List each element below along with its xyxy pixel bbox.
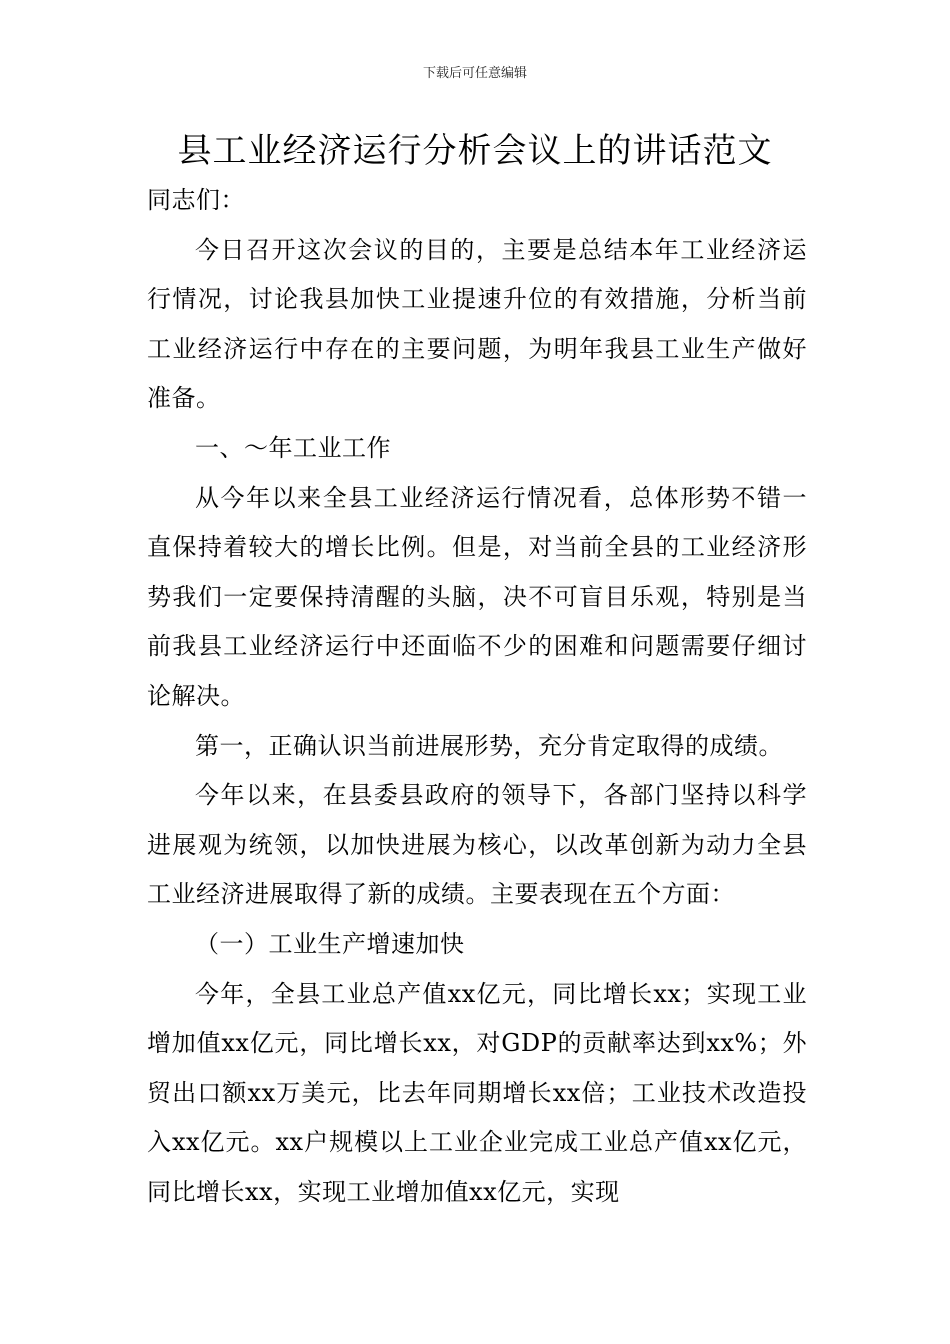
section-1-overview-paragraph: 从今年以来全县工业经济运行情况看，总体形势不错一直保持着较大的增长比例。但是，对当前全县的工业经济形势我们一定要保持清醒的头脑，决不可盲目乐观，特别是当前我县工业经济运行中还面临不少的困难和问题需要仔细讨论解决。	[147, 483, 807, 710]
intro-paragraph: 今日召开这次会议的目的，主要是总结本年工业经济运行情况，讨论我县加快工业提速升位的有效措施，分析当前工业经济运行中存在的主要问题，为明年我县工业生产做好准备。	[147, 235, 807, 413]
first-point-paragraph: 第一，正确认识当前进展形势，充分肯定取得的成绩。	[195, 731, 783, 760]
document-title: 县工业经济运行分析会议上的讲话范文	[177, 131, 773, 171]
subsection-1-heading: （一）工业生产增速加快	[195, 929, 465, 958]
document-body	[147, 176, 807, 1217]
salutation-paragraph: 同志们：	[147, 186, 245, 214]
first-point-body-paragraph: 今年以来，在县委县政府的领导下，各部门坚持以科学进展观为统领，以加快进展为核心，以改革创新为动力全县工业经济进展取得了新的成绩。主要表现在五个方面：	[147, 781, 807, 909]
header-note: 下载后可任意编辑	[422, 66, 527, 81]
section-1-heading: 一、～年工业工作	[195, 433, 391, 462]
subsection-1-body-paragraph: 今年，全县工业总产值xx亿元，同比增长xx；实现工业增加值xx亿元，同比增长xx，对GDP的贡献率达到xx%；外贸出口额xx万美元，比去年同期增长xx倍；工业技术改造投入xx亿元。xx户规模以上工业企业完成工业总产值xx亿元，同比增长xx，实现工业增加值xx亿元，实现	[147, 979, 807, 1206]
